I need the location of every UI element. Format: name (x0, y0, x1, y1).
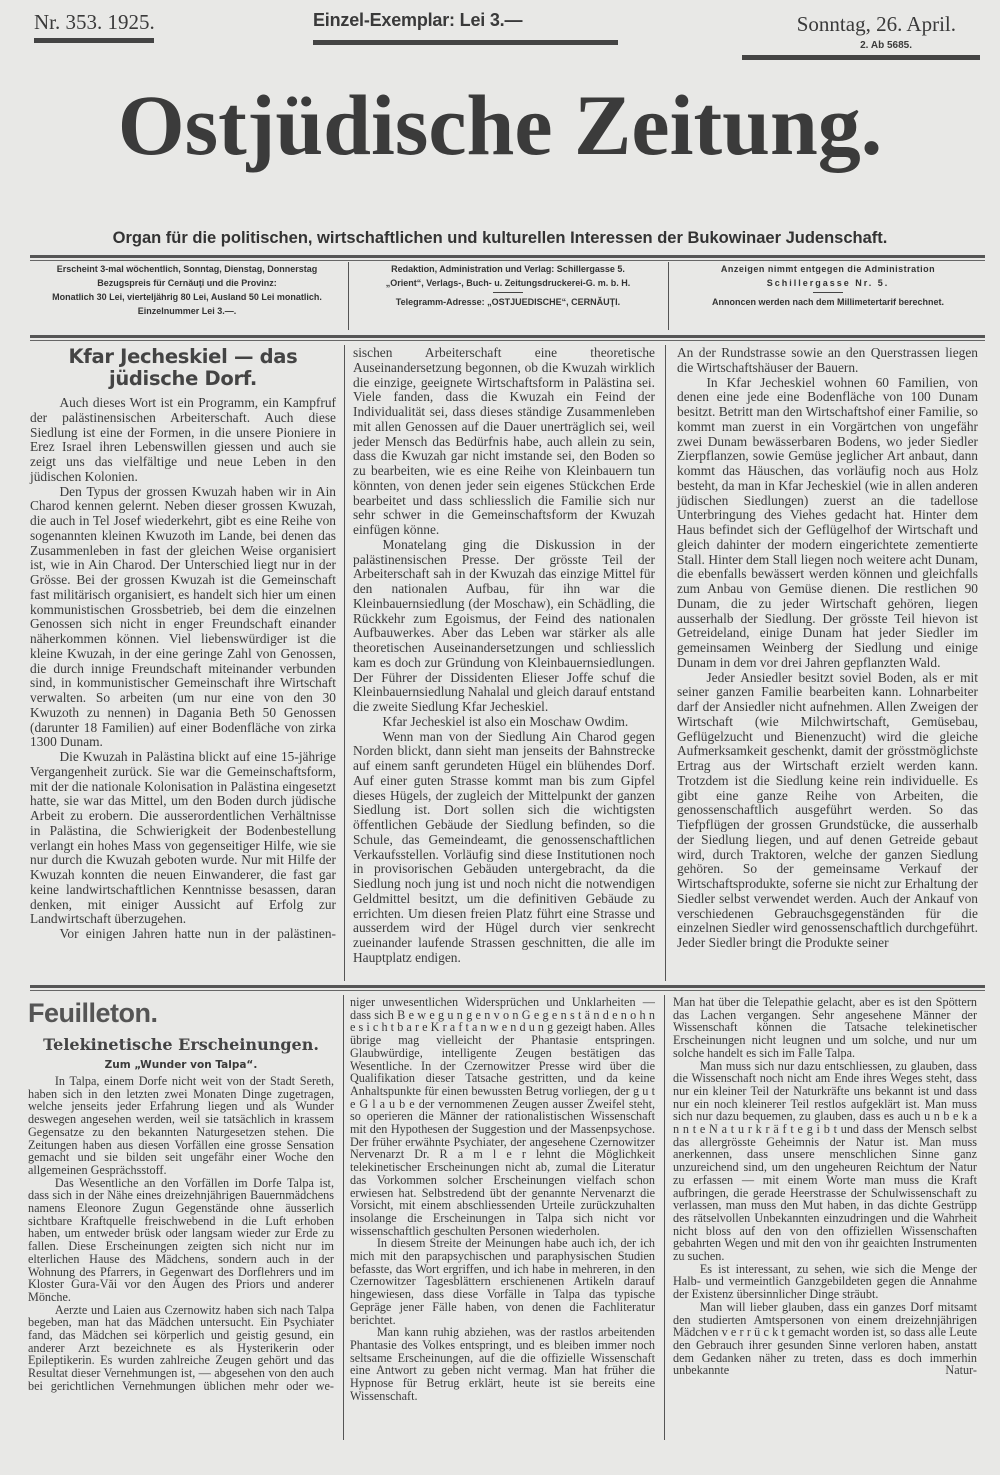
section-title: Feuilleton. (28, 998, 158, 1028)
price: Einzel-Exemplar: Lei 3.— (313, 10, 523, 30)
paragraph: Monatelang ging die Diskussion in der palästinensischen Presse. Der grösste Teil der Arbeiterschaft sah in der Kwuzah das einzige Mittel für den nationalen Aufbau, für ihn war die Kleinbauernsiedlung (der Moschaw), ein Schädling, die Rückkehr zum Egoismus, der Feind des nationalen Aufbauwerkes. Aber das Leben war stärker als alle theoretischen Auseinandersetzungen und schliesslich kam es doch zur Gründung von Kleinbauernsiedlungen. Der Führer der Dissidenten Elieser Joffe schuf die Kleinbauernsiedlung Nahalal und gleich darauf entstand die zweite Siedlung Kfar Jecheskiel. (353, 536, 655, 714)
divider (668, 262, 669, 330)
paragraph: Auch dieses Wort ist ein Programm, ein Kampfruf der palästinensischen Arbeiterschaft. Auch diese Siedlung ist eine der Formen, in die unsere Pioniere in Erez Israel ihren Lebenswillen giessen und auch sie zeigt uns das vielfältige und neue Leben in den jüdischen Kolonien. (30, 395, 336, 484)
paragraph: In diesem Streite der Meinungen habe auch ich, der ich mich mit den parapsychischen und paraphysischen Studien befasste, das Wort ergriffen, und ich habe in mehreren, in den Czernowitzer Tagesblättern erschienenen Artikeln darauf hingewiesen, dass diese Vorfälle in Talpa das typische Gepräge jener Fälle haben, von denen die Fachliteratur berichtet. (350, 1236, 655, 1327)
divider (493, 292, 523, 293)
paragraph: Wenn man von der Siedlung Ain Charod gegen Norden blickt, dann sieht man jenseits der Bahnstrecke auf einem sanft gerundeten Hügel ein blühendes Dorf. Auf einer guten Strasse kommt man bis zum Gipfel dieses Hügels, der zugleich der Mittelpunkt der ganzen Siedlung ist. Dort sollen sich die wichtigsten öffentlichen Gebäude der Siedlung befinden, so die Schule, das Gemeindeamt, die genossenschaftlichen Verkaufsstellen. Vorläufig sind diese Institutionen noch in provisorischen Gebäuden untergebracht, da die Siedlung noch jung ist und noch nicht die notwendigen Geldmittel besitzt, um die definitiven Gebäude zu errichten. Um diesen freien Platz führt eine Strasse und ausserdem wird der Hügel durch vier senkrecht zueinander laufende Strassen geschnitten, die alle im Hauptplatz endigen. (353, 728, 655, 965)
article-column (677, 346, 978, 951)
paragraph: An der Rundstrasse sowie an den Querstrassen liegen die Wirtschaftshäuser der Bauern. (677, 345, 978, 375)
info-line: Bezugspreis für Cernăuţi und die Provinz: (97, 278, 277, 288)
info-line: Erscheint 3-mal wöchentlich, Sonntag, Dienstag, Donnerstag (56, 264, 318, 274)
masthead-title: Ostjüdische Zeitung. (117, 77, 883, 173)
divider (313, 40, 618, 45)
feuilleton-column (673, 996, 977, 1377)
paragraph: In Talpa, einem Dorfe nicht weit von der Stadt Sereth, haben sich in den letzten zwei Monaten Dinge zugetragen, welche jenseits jeder Erfahrung liegen und als Wunder deswegen angesehen werden, weil sie tatsächlich in krassem Gegensatze zu den bekannten Naturgesetzen stehen. Die Zeitungen haben aus diesen Vorfällen eine grosse Sensation gemacht und sie bilden seit ungefähr einer Woche den allgemeinen Gesprächsstoff. (28, 1074, 334, 1177)
column-divider (665, 345, 666, 981)
feuilleton-subtitle: Zum „Wunder von Talpa“. (104, 1059, 258, 1071)
divider (813, 292, 843, 293)
divider (30, 335, 985, 341)
divider (742, 55, 980, 60)
article-column (353, 346, 655, 966)
info-line: Anzeigen nimmt entgegen die Administration (720, 264, 936, 274)
info-line: Einzelnummer Lei 3.—. (137, 306, 237, 316)
feuilleton-column (350, 996, 655, 1403)
paragraph: Man will lieber glauben, dass ein ganzes Dorf mitsamt den studierten Amtspersonen von einem dreizehnjährigen Mädchen v e r r ü c k t gemacht worden ist, so dass alle Leute den Gebrauch ihrer gesunden Sinne verloren haben, anstatt dem Gedanken näher zu treten, dass es doch immerhin unbekannte Natur- (673, 1299, 977, 1378)
paragraph: Jeder Ansiedler besitzt soviel Boden, als er mit seiner ganzen Familie bearbeiten kann. Lohnarbeiter darf der Ansiedler nicht aufnehmen. Allen Zweigen der Wirtschaft (wie Milchwirtschaft, Gemüsebau, Geflügelzucht und Bienenzucht) wird die gleiche Aufmerksamkeit geschenkt, damit der grösstmöglichste Ertrag aus der Wirtschaft erzielt werden kann. Trotzdem ist die Siedlung keine rein individuelle. Es gibt eine ganze Reihe von Arbeiten, die genossenschaftlich ausgeführt werden. So das Tiefpflügen der grossen Grundstücke, die ausserhalb der Siedlung liegen, und auf denen Getreide gebaut wird, durch Traktoren, welche der ganzen Siedlung gehören. So der gemeinsame Verkauf der Wirtschaftsprodukte, soferne sie nicht zur Erhaltung der Siedler selbst verwendet werden. Auch der Ankauf von verschiedenen Gebrauchsgegenständen für die einzelnen Siedler wird genossenschaftlich durchgeführt. Jeder Siedler bringt die Produkte seiner (677, 669, 978, 950)
paragraph: Man kann ruhig abziehen, was der rastlos arbeitenden Phantasie des Volkes entspringt, und es bleiben immer noch seltsame Erscheinungen, auf die die offizielle Wissenschaft eine Antwort zu geben nicht vermag. Man hat früher die Hypnose für Betrug erklärt, heute ist sie bereits eine Wissenschaft. (350, 1325, 655, 1403)
paragraph: Den Typus der grossen Kwuzah haben wir in Ain Charod kennen gelernt. Neben dieser grossen Kwuzah, die auch in Tel Josef wiederkehrt, gibt es eine Reihe von sogenannten kleinen Kwuzoth im Lande, bei denen das Zusammenleben in fast der gleichen Weise organisiert ist, wie in Ain Charod. Der Unterschied liegt nur in der Grösse. Bei der grossen Kwuzah ist die Gemeinschaft fast militärisch organisiert, es handelt sich hier um einen kommunistischen Grossbetrieb, bei dem die einzelnen Genossen sich nicht in enger Freundschaft einander näherkommen können. Viel liebenswürdiger ist die kleine Kwuzah, in der eine geringe Zahl von Genossen, die durch innige Freundschaft miteinander verbunden sind, in kommunistischer Gemeinschaft ihre Wirtschaft verwalten. So arbeiten (um nur eine von den 30 Kwuzoth zu nennen) in Dagania Beth 50 Genossen (darunter 18 Familien) auf einer Bodenfläche von zirka 1300 Dunam. (30, 483, 336, 750)
article-column (30, 346, 336, 942)
divider (30, 985, 985, 991)
paragraph: niger unwesentlichen Widersprüchen und Unklarheiten — dass sich B e w e g u n g e n v o n G e g e n s t ä n d e n o h n e s i c h t b a r e K r a f t a n w e n d u n g gezeigt haben. Alles übrige mag vielleicht der Phantasie entspringen. Glaubwürdige, intelligente Zeugen bestätigen das Wesentliche. In der Czernowitzer Presse wird über die Qualifikation dieser Tatsache gestritten, und da keine Anhaltspunkte für einen bewussten Betrug vorliegen, der g u t e G l a u b e der vernommenen Zeugen ausser Zweifel steht, so operieren die Männer der rationalistischen Wissenschaft mit den Hypothesen der Suggestion und der Massenpsychose. Der früher erwähnte Psychiater, der angesehene Czernowitzer Nervenarzt Dr. R a m l e r lehnt die Möglichkeit telekinetischer Erscheinungen nicht ab, zumal die Literatur das Vorkommen solcher Erscheinungen vielfach schon erwiesen hat. Selbstredend übt der genannte Nervenarzt die Vorsicht, mit einem abschliessenden Urteile zurückzuhalten insolange die Erscheinungen in Talpa sich nicht vor wissenschaftlich geschulten Personen wiederholen. (350, 995, 655, 1238)
info-line: Annoncen werden nach dem Millimetertarif berechnet. (711, 297, 945, 307)
info-line: „Orient“, Verlags-, Buch- u. Zeitungsdruckerei-G. m. b. H. (385, 278, 631, 288)
editorial-info (352, 262, 664, 309)
feuilleton-title: Telekinetische Erscheinungen. (43, 1035, 319, 1054)
divider (34, 38, 154, 43)
paragraph: In Kfar Jecheskiel wohnen 60 Familien, von denen eine jede eine Bodenfläche von 100 Dunam besitzt. Betritt man den Wirtschaftshof einer Familie, so kommt man zuerst in ein Vorgärtchen von ungefähr zwei Dunam bewässerbaren Bodens, wo jeder Siedler Zierpflanzen, sowie Gemüse jeglicher Art anbaut, dann kommt das Häuschen, das vorläufig noch aus Holz besteht, da man in Kfar Jecheskiel (wie in allen anderen jüdischen Siedlungen) zuerst an die tadellose Unterbringung des Viehes gedacht hat. Hinter dem Haus befindet sich der Geflügelhof der Wirtschaft und gleich dahinter der modern eingerichtete zementierte Stall. Hinter dem Stall liegen noch weitere acht Dunam, die ebenfalls bewässert werden können und gleichfalls zum Anbau von Gemüse dienen. Die restlichen 90 Dunam, die zu jeder Wirtschaft gehören, liegen ausserhalb der Siedlung. Der grösste Teil hievon ist Getreideland, einige Dunam hat jeder Siedler im gemeinsamen Weinberg der Siedlung und einige Dunam in dem vor drei Jahren gepflanzten Wald. (677, 374, 978, 670)
info-line: Schillergasse Nr. 5. (766, 278, 890, 288)
paragraph: Man muss sich nur dazu entschliessen, zu glauben, dass die Wissenschaft noch nicht am Ende ihres Weges steht, dass nur ein kleiner Teil der Naturkräfte uns bekannt ist und dass nur ein noch kleinerer Teil restlos aufgeklärt ist. Man muss sich nur dazu bequemen, zu glauben, dass es auch u n b e k a n n t e N a t u r k r ä f t e g i b t und dass der Mensch selbst das allergrösste Geheimnis der Natur ist. Man muss anerkennen, dass unsere menschlichen Sinne ganz unzureichend sind, um den ungeheuren Reichtum der Natur zu erfassen — mit einem Worte man muss die Kraft aufbringen, die gerade Heerstrasse der Schulwissenschaft zu verlassen, man muss den Mut haben, in das dichte Gestrüpp des rätselvollen Unbekannten einzudringen und die Wahrheit nicht bloss auf den von den offiziellen Wissenschaften gebahrten Wegen und mit den von ihr geaichten Instrumenten zu suchen. (673, 1058, 977, 1264)
info-line: Telegramm-Adresse: „OSTJUEDISCHE“, CERNĂUŢI. (395, 297, 621, 307)
paragraph: Es ist interessant, zu sehen, wie sich die Menge der Halb- und vermeintlich Ganzgebildeten gegen die Annahme der Existenz übersinnlicher Dinge sträubt. (673, 1261, 977, 1302)
hebrew-date: 2. Ab 5685. (860, 40, 912, 51)
advertising-info (672, 262, 984, 309)
divider (30, 255, 985, 261)
masthead-subtitle: Organ für die politischen, wirtschaftlichen und kulturellen Interessen der Bukowinaer Judenschaft. (112, 229, 888, 247)
paragraph: Die Kwuzah in Palästina blickt auf eine 15-jährige Vergangenheit zurück. Sie war die Gemeinschaftsform, mit der die nationale Kolonisation in Palästina eingesetzt hatte, sie war das Mittel, um den Boden durch jüdische Arbeit zu erobern. Die ausserordentlichen Verhältnisse in Palästina, die Schwierigkeit der Bodenbestellung verlangt ein hohes Mass von gegenseitiger Hilfe, wie sie nur durch die Kwuzah geboten wurde. Nur mit Hilfe der Kwuzah konnten die neuen Einwanderer, die fast gar keine landwirtschaftlichen Kenntnisse besassen, daran denken, mit einiger Aussicht auf Erfolg zur Landwirtschaft überzugehen. (30, 749, 336, 927)
issue-number: Nr. 353. 1925. (34, 10, 155, 34)
paragraph: Aerzte und Laien aus Czernowitz haben sich nach Talpa begeben, man hat das Mädchen untersucht. Ein Psychiater fand, das Mädchen sei körperlich und geistig gesund, ein anderer Arzt bezeichnete es als Hysterikerin oder Epileptikerin. Es wurden zahlreiche Zeugen gehört und das Resultat dieser Vernehmungen ist, — abgesehen von den auch bei gerichtlichen Vernehmungen üblichen mehr oder we- (28, 1302, 334, 1393)
paragraph: Man hat über die Telepathie gelacht, aber es ist den Spöttern das Lachen vergangen. Sehr angesehene Männer der Wissenschaft können die Tatsache telekinetischer Erscheinungen nicht leugnen und um solche, und nur um solche handelt es sich im Falle Talpa. (673, 995, 977, 1060)
info-line: Redaktion, Administration und Verlag: Schillergasse 5. (391, 264, 625, 274)
subscription-info (30, 262, 344, 318)
paragraph: Vor einigen Jahren hatte nun in der palästinen- (59, 926, 336, 941)
column-divider (343, 995, 344, 1440)
column-divider (664, 995, 665, 1440)
column-divider (344, 345, 345, 981)
paragraph: Kfar Jecheskiel ist also ein Moschaw Owdim. (382, 713, 629, 729)
paragraph: sischen Arbeiterschaft eine theoretische Auseinandersetzung begonnen, ob die Kwuzah wirklich die einzige, geeignete Wirtschaftsform in Palästina sei. Viele fanden, dass die Kwuzah ein Feind der Individualität sei, dass dieses ständige Zusammenleben mit allen Genossen auf die Dauer unerträglich sei, weil jeder Mensch das Bedürfnis habe, auch allein zu sein, dass die Kwuzah gar nicht imstande sei, den Boden so zu bearbeiten, wie es eine Reihe von Kleinbauern tun könnten, von denen jeder sein eigenes Stückchen Erde bearbeitet und dass schliesslich die Familie sich nur sehr schwer in die Gemeinschaftsform der Kwuzah einfügen könne. (353, 345, 655, 537)
info-line: Monatlich 30 Lei, vierteljährig 80 Lei, Ausland 50 Lei monatlich. (52, 292, 322, 302)
divider (348, 262, 349, 330)
paragraph: Das Wesentliche an den Vorfällen im Dorfe Talpa ist, dass sich in der Nähe eines dreizehnjährigen Bauernmädchens namens Eleonore Zugun Gegenstände ohne äusserlich sichtbare Kraftquelle freischwebend in die Luft erhoben haben, um entweder brüsk oder langsam wieder zur Erde zu fallen. Diese Erscheinungen zeigten sich nicht nur im elterlichen Hause des Mädchens, sondern auch in der Wohnung des Pfarrers, in Gegenwart des Dorflehrers und im Kloster Gura-Văi vor den Augen des Priors und anderer Mönche. (28, 1175, 334, 1304)
article-title: Kfar Jecheskiel — das jüdische Dorf. (68, 345, 298, 390)
feuilleton-column (28, 993, 334, 1393)
issue-date: Sonntag, 26. April. (796, 12, 956, 36)
